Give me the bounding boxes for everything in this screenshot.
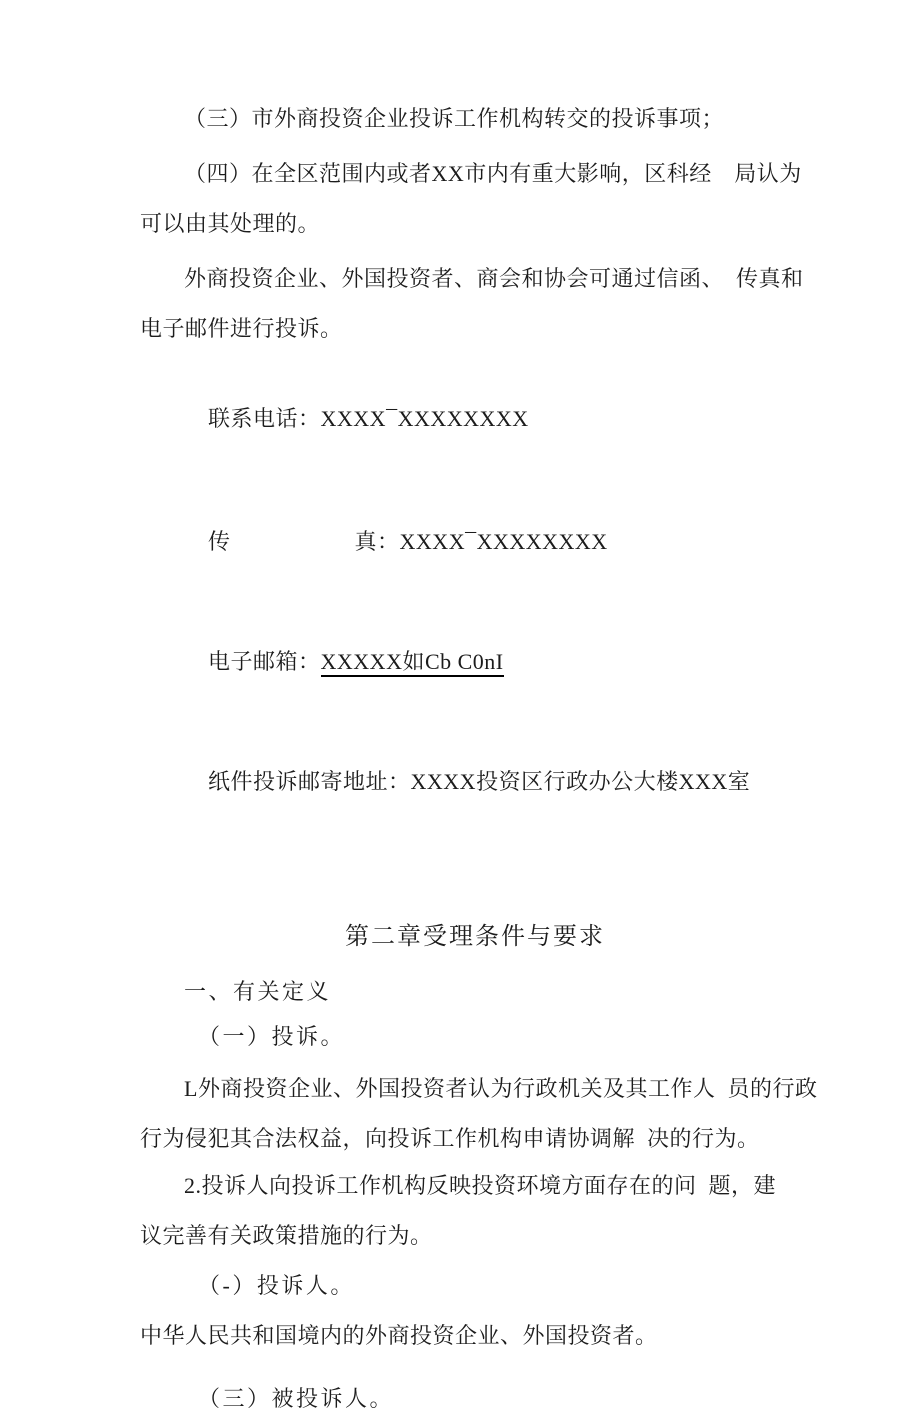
contact-mail-line (140, 737, 860, 827)
contact-fax-value: XXXX¯XXXXXXXX (399, 529, 608, 554)
complaint-channels-line-2: 电子邮件进行投诉。 (140, 316, 343, 341)
chapter-2-heading: 第二章受理条件与要求 (345, 924, 605, 950)
contact-fax-label-start: 传 (208, 529, 231, 554)
contact-email-value: XXXXX如Cb C0nI (321, 649, 504, 677)
definition-1-para-2-line-1: 2.投诉人向投诉工作机构反映投资环境方面存在的问 题，建 (184, 1173, 777, 1198)
contact-fax-line (140, 497, 860, 587)
definition-3-title: （三）被投诉人。 (198, 1386, 395, 1411)
definition-1-para-2-line-2: 议完善有关政策措施的行为。 (140, 1223, 433, 1248)
definition-2-body: 中华人民共和国境内的外商投资企业、外国投资者。 (140, 1323, 658, 1348)
definition-2-title: （-）投诉人。 (198, 1273, 355, 1298)
contact-mail-label: 纸件投诉邮寄地址： (208, 769, 411, 794)
clause-item-4-line-1: （四）在全区范围内或者XX市内有重大影响，区科经 局认为 (184, 161, 802, 186)
contact-phone-line (140, 374, 860, 464)
section-1-title: 一、有关定义 (184, 979, 332, 1004)
definition-1-title: （一）投诉。 (198, 1024, 346, 1049)
contact-fax-label-end: 真： (354, 529, 400, 554)
contact-email-label: 电子邮箱： (208, 649, 321, 674)
definition-1-para-1-line-1: L外商投资企业、外国投资者认为行政机关及其工作人 员的行政 (184, 1076, 818, 1101)
complaint-channels-line-1: 外商投资企业、外国投资者、商会和协会可通过信函、 传真和 (184, 266, 804, 291)
contact-email-line (140, 617, 860, 707)
clause-item-3: （三）市外商投资企业投诉工作机构转交的投诉事项； (184, 106, 725, 131)
contact-phone-label: 联系电话： (208, 406, 321, 431)
definition-1-para-1-line-2: 行为侵犯其合法权益，向投诉工作机构申请协调解 决的行为。 (140, 1126, 760, 1151)
contact-phone-value: XXXX¯XXXXXXXX (320, 406, 529, 431)
clause-item-4-line-2: 可以由其处理的。 (140, 211, 321, 236)
contact-mail-value: XXXX投资区行政办公大楼XXX室 (410, 769, 751, 794)
